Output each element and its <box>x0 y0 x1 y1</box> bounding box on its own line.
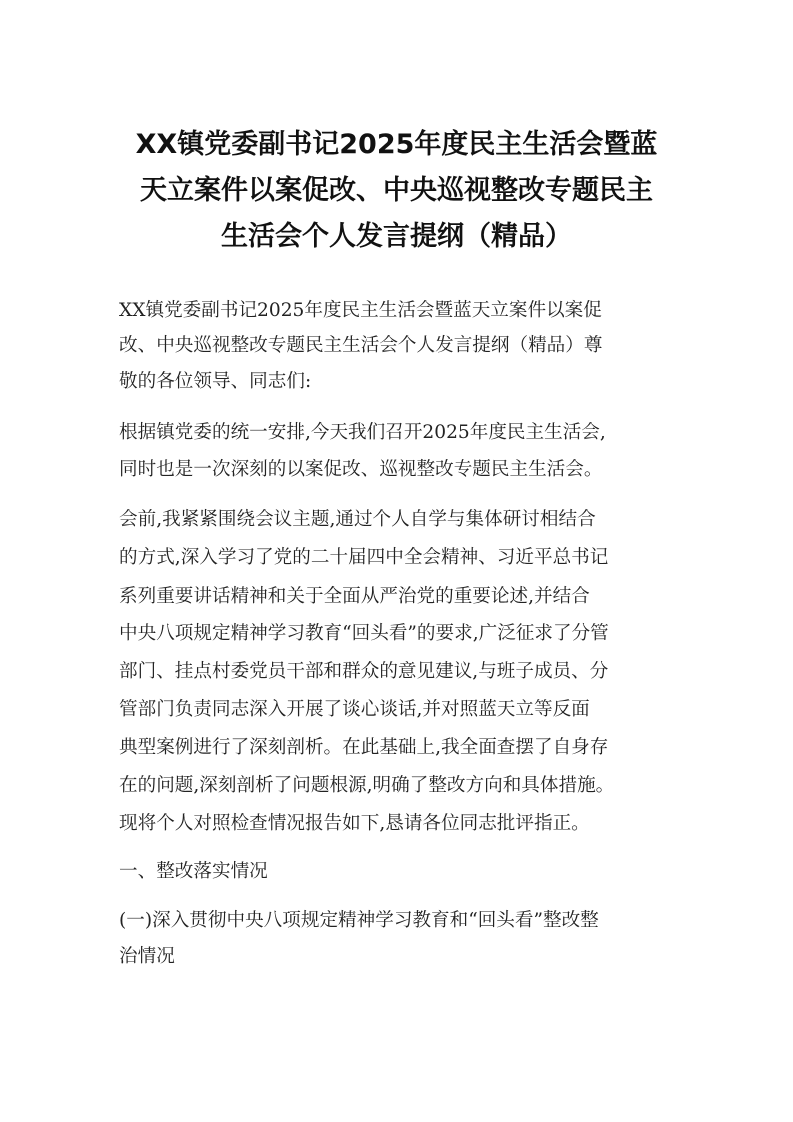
section-heading: 一、整改落实情况 <box>119 861 268 882</box>
title-line-3: 生活会个人发言提纲（精品） <box>221 221 572 252</box>
body-line: 中央八项规定精神学习教育“回头看”的要求,广泛征求了分管 <box>119 623 609 644</box>
document-title <box>100 122 693 260</box>
body-line: 部门、挂点村委党员干部和群众的意见建议,与班子成员、分 <box>119 661 609 682</box>
body-line: 改、中央巡视整改专题民主生活会个人发言提纲（精品）尊 <box>119 335 603 356</box>
body-line: 敬的各位领导、同志们: <box>119 371 312 392</box>
body-line: 系列重要讲话精神和关于全面从严治党的重要论述,并结合 <box>119 586 590 607</box>
subsection-heading: (一)深入贯彻中央八项规定精神学习教育和“回头看”整改整 <box>119 910 599 931</box>
body-line: 现将个人对照检查情况报告如下,恳请各位同志批评指正。 <box>119 813 590 834</box>
title-line-2: 天立案件以案促改、中央巡视整改专题民主 <box>140 175 653 206</box>
body-line: 的方式,深入学习了党的二十届四中全会精神、习近平总书记 <box>119 547 609 568</box>
body-line: 会前,我紧紧围绕会议主题,通过个人自学与集体研讨相结合 <box>119 509 596 530</box>
body-line: 典型案例进行了深刻剖析。在此基础上,我全面查摆了自身存 <box>119 737 609 758</box>
body-line: XX镇党委副书记2025年度民主生活会暨蓝天立案件以案促 <box>119 300 602 321</box>
subsection-heading-continued: 治情况 <box>119 946 175 967</box>
body-line: 根据镇党委的统一安排,今天我们召开2025年度民主生活会, <box>119 422 606 443</box>
body-line: 管部门负责同志深入开展了谈心谈话,并对照蓝天立等反面 <box>119 699 590 720</box>
body-line: 在的问题,深刻剖析了问题根源,明确了整改方向和具体措施。 <box>119 775 615 796</box>
title-line-1: XX镇党委副书记2025年度民主生活会暨蓝 <box>135 129 658 160</box>
body-line: 同时也是一次深刻的以案促改、巡视整改专题民主生活会。 <box>119 459 603 480</box>
